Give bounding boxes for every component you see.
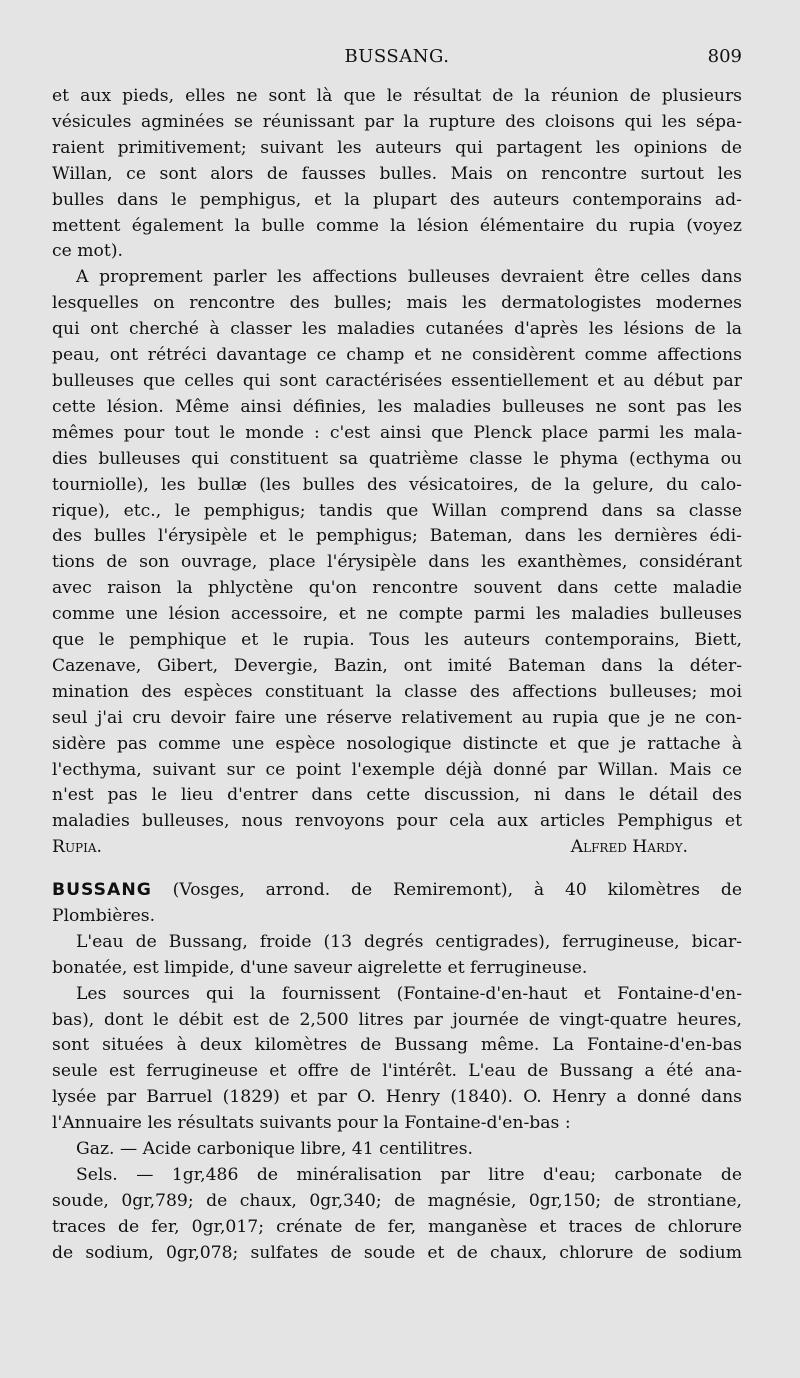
text-line: rique), etc., le pemphigus; tandis que Willan comprend dans sa classe xyxy=(52,500,742,521)
text-line: Cazenave, Gibert, Devergie, Bazin, ont imité Bateman dans la déter- xyxy=(52,655,742,676)
text-line: traces de fer, 0gr,017; crénate de fer, manganèse et traces de chlorure xyxy=(52,1216,742,1237)
text-line: lesquelles on rencontre des bulles; mais les dermatologistes modernes xyxy=(52,293,742,314)
author-signature: Alfred Hardy. xyxy=(570,837,688,858)
text-line: qui ont cherché à classer les maladies cutanées d'après les lésions de la xyxy=(52,319,742,340)
article-bussang xyxy=(52,878,742,1267)
text-line: l'Annuaire les résultats suivants pour la Fontaine-d'en-bas : xyxy=(52,1113,571,1134)
text-line: avec raison la phlyctène qu'on rencontre souvent dans cette maladie xyxy=(52,578,742,599)
text-line: que le pemphique et le rupia. Tous les auteurs contemporains, Biett, xyxy=(52,630,742,651)
text-line: bonatée, est limpide, d'une saveur aigrelette et ferrugineuse. xyxy=(52,957,588,978)
text-line: cette lésion. Même ainsi définies, les maladies bulleuses ne sont pas les xyxy=(52,396,742,417)
running-header xyxy=(52,46,742,74)
text-line: peau, ont rétréci davantage ce champ et ne considèrent comme affections xyxy=(52,345,742,366)
text-line: Plombières. xyxy=(52,905,156,926)
text-line: de sodium, 0gr,078; sulfates de soude et de chaux, chlorure de sodium xyxy=(52,1242,742,1263)
text-line: seule est ferrugineuse et offre de l'intérêt. L'eau de Bussang a été ana- xyxy=(52,1061,742,1082)
text-line: mêmes pour tout le monde : c'est ainsi que Plenck place parmi les mala- xyxy=(52,422,742,443)
text-line: ce mot). xyxy=(52,241,123,262)
entry-heading-rest: (Vosges, arrond. de Remiremont), à 40 kilomètres de xyxy=(151,880,742,900)
closing-line xyxy=(52,835,742,861)
cross-reference-rupia: Rupia. xyxy=(52,837,102,858)
text-line: des bulles l'érysipèle et le pemphigus; Bateman, dans les dernières édi- xyxy=(52,526,742,547)
article-affections-bulleuses xyxy=(52,84,742,861)
text-line: tourniolle), les bullæ (les bulles des vésicatoires, de la gelure, du calo- xyxy=(52,474,742,495)
entry-keyword: BUSSANG xyxy=(52,880,152,900)
entry-heading-line xyxy=(52,878,742,904)
text-line: Les sources qui la fournissent (Fontaine-d'en-haut et Fontaine-d'en- xyxy=(76,983,742,1004)
text-line: n'est pas le lieu d'entrer dans cette discussion, ni dans le détail des xyxy=(52,785,742,806)
text-line: tions de son ouvrage, place l'érysipèle dans les exanthèmes, considérant xyxy=(52,552,742,573)
text-line: vésicules agminées se réunissant par la rupture des cloisons qui les sépa- xyxy=(52,111,742,132)
text-line: comme une lésion accessoire, et ne compte parmi les maladies bulleuses xyxy=(52,604,742,625)
text-line: et aux pieds, elles ne sont là que le résultat de la réunion de plusieurs xyxy=(52,86,742,106)
text-line: bulles dans le pemphigus, et la plupart des auteurs contemporains ad- xyxy=(52,189,742,210)
text-line: seul j'ai cru devoir faire une réserve relativement au rupia que je ne con- xyxy=(52,707,742,728)
text-line: soude, 0gr,789; de chaux, 0gr,340; de magnésie, 0gr,150; de strontiane, xyxy=(52,1190,742,1211)
text-line: mination des espèces constituant la classe des affections bulleuses; moi xyxy=(52,681,742,702)
header-title: BUSSANG. xyxy=(344,46,450,67)
text-line: Sels. — 1gr,486 de minéralisation par litre d'eau; carbonate de xyxy=(76,1164,742,1185)
text-line: raient primitivement; suivant les auteurs qui partagent les opinions de xyxy=(52,137,742,158)
text-line: Gaz. — Acide carbonique libre, 41 centilitres. xyxy=(76,1139,473,1160)
text-line: sont situées à deux kilomètres de Bussang même. La Fontaine-d'en-bas xyxy=(52,1035,742,1056)
text-line: Willan, ce sont alors de fausses bulles. Mais on rencontre surtout les xyxy=(52,163,742,184)
text-line: L'eau de Bussang, froide (13 degrés centigrades), ferrugineuse, bicar- xyxy=(76,931,742,952)
text-line: sidère pas comme une espèce nosologique distincte et que je rattache à xyxy=(52,733,742,754)
text-line: l'ecthyma, suivant sur ce point l'exemple déjà donné par Willan. Mais ce xyxy=(52,759,742,780)
text-line: dies bulleuses qui constituent sa quatrième classe le phyma (ecthyma ou xyxy=(52,448,742,469)
text-line: bas), dont le débit est de 2,500 litres par journée de vingt-quatre heures, xyxy=(52,1009,742,1030)
text-line: maladies bulleuses, nous renvoyons pour cela aux articles Pemphigus et xyxy=(52,811,742,832)
text-line: mettent également la bulle comme la lésion élémentaire du rupia (voyez xyxy=(52,215,742,236)
text-line: lysée par Barruel (1829) et par O. Henry (1840). O. Henry a donné dans xyxy=(52,1087,742,1108)
text-line: bulleuses que celles qui sont caractérisées essentiellement et au début par xyxy=(52,370,742,391)
text-line: A proprement parler les affections bulleuses devraient être celles dans xyxy=(76,267,742,288)
page-number: 809 xyxy=(707,46,742,67)
